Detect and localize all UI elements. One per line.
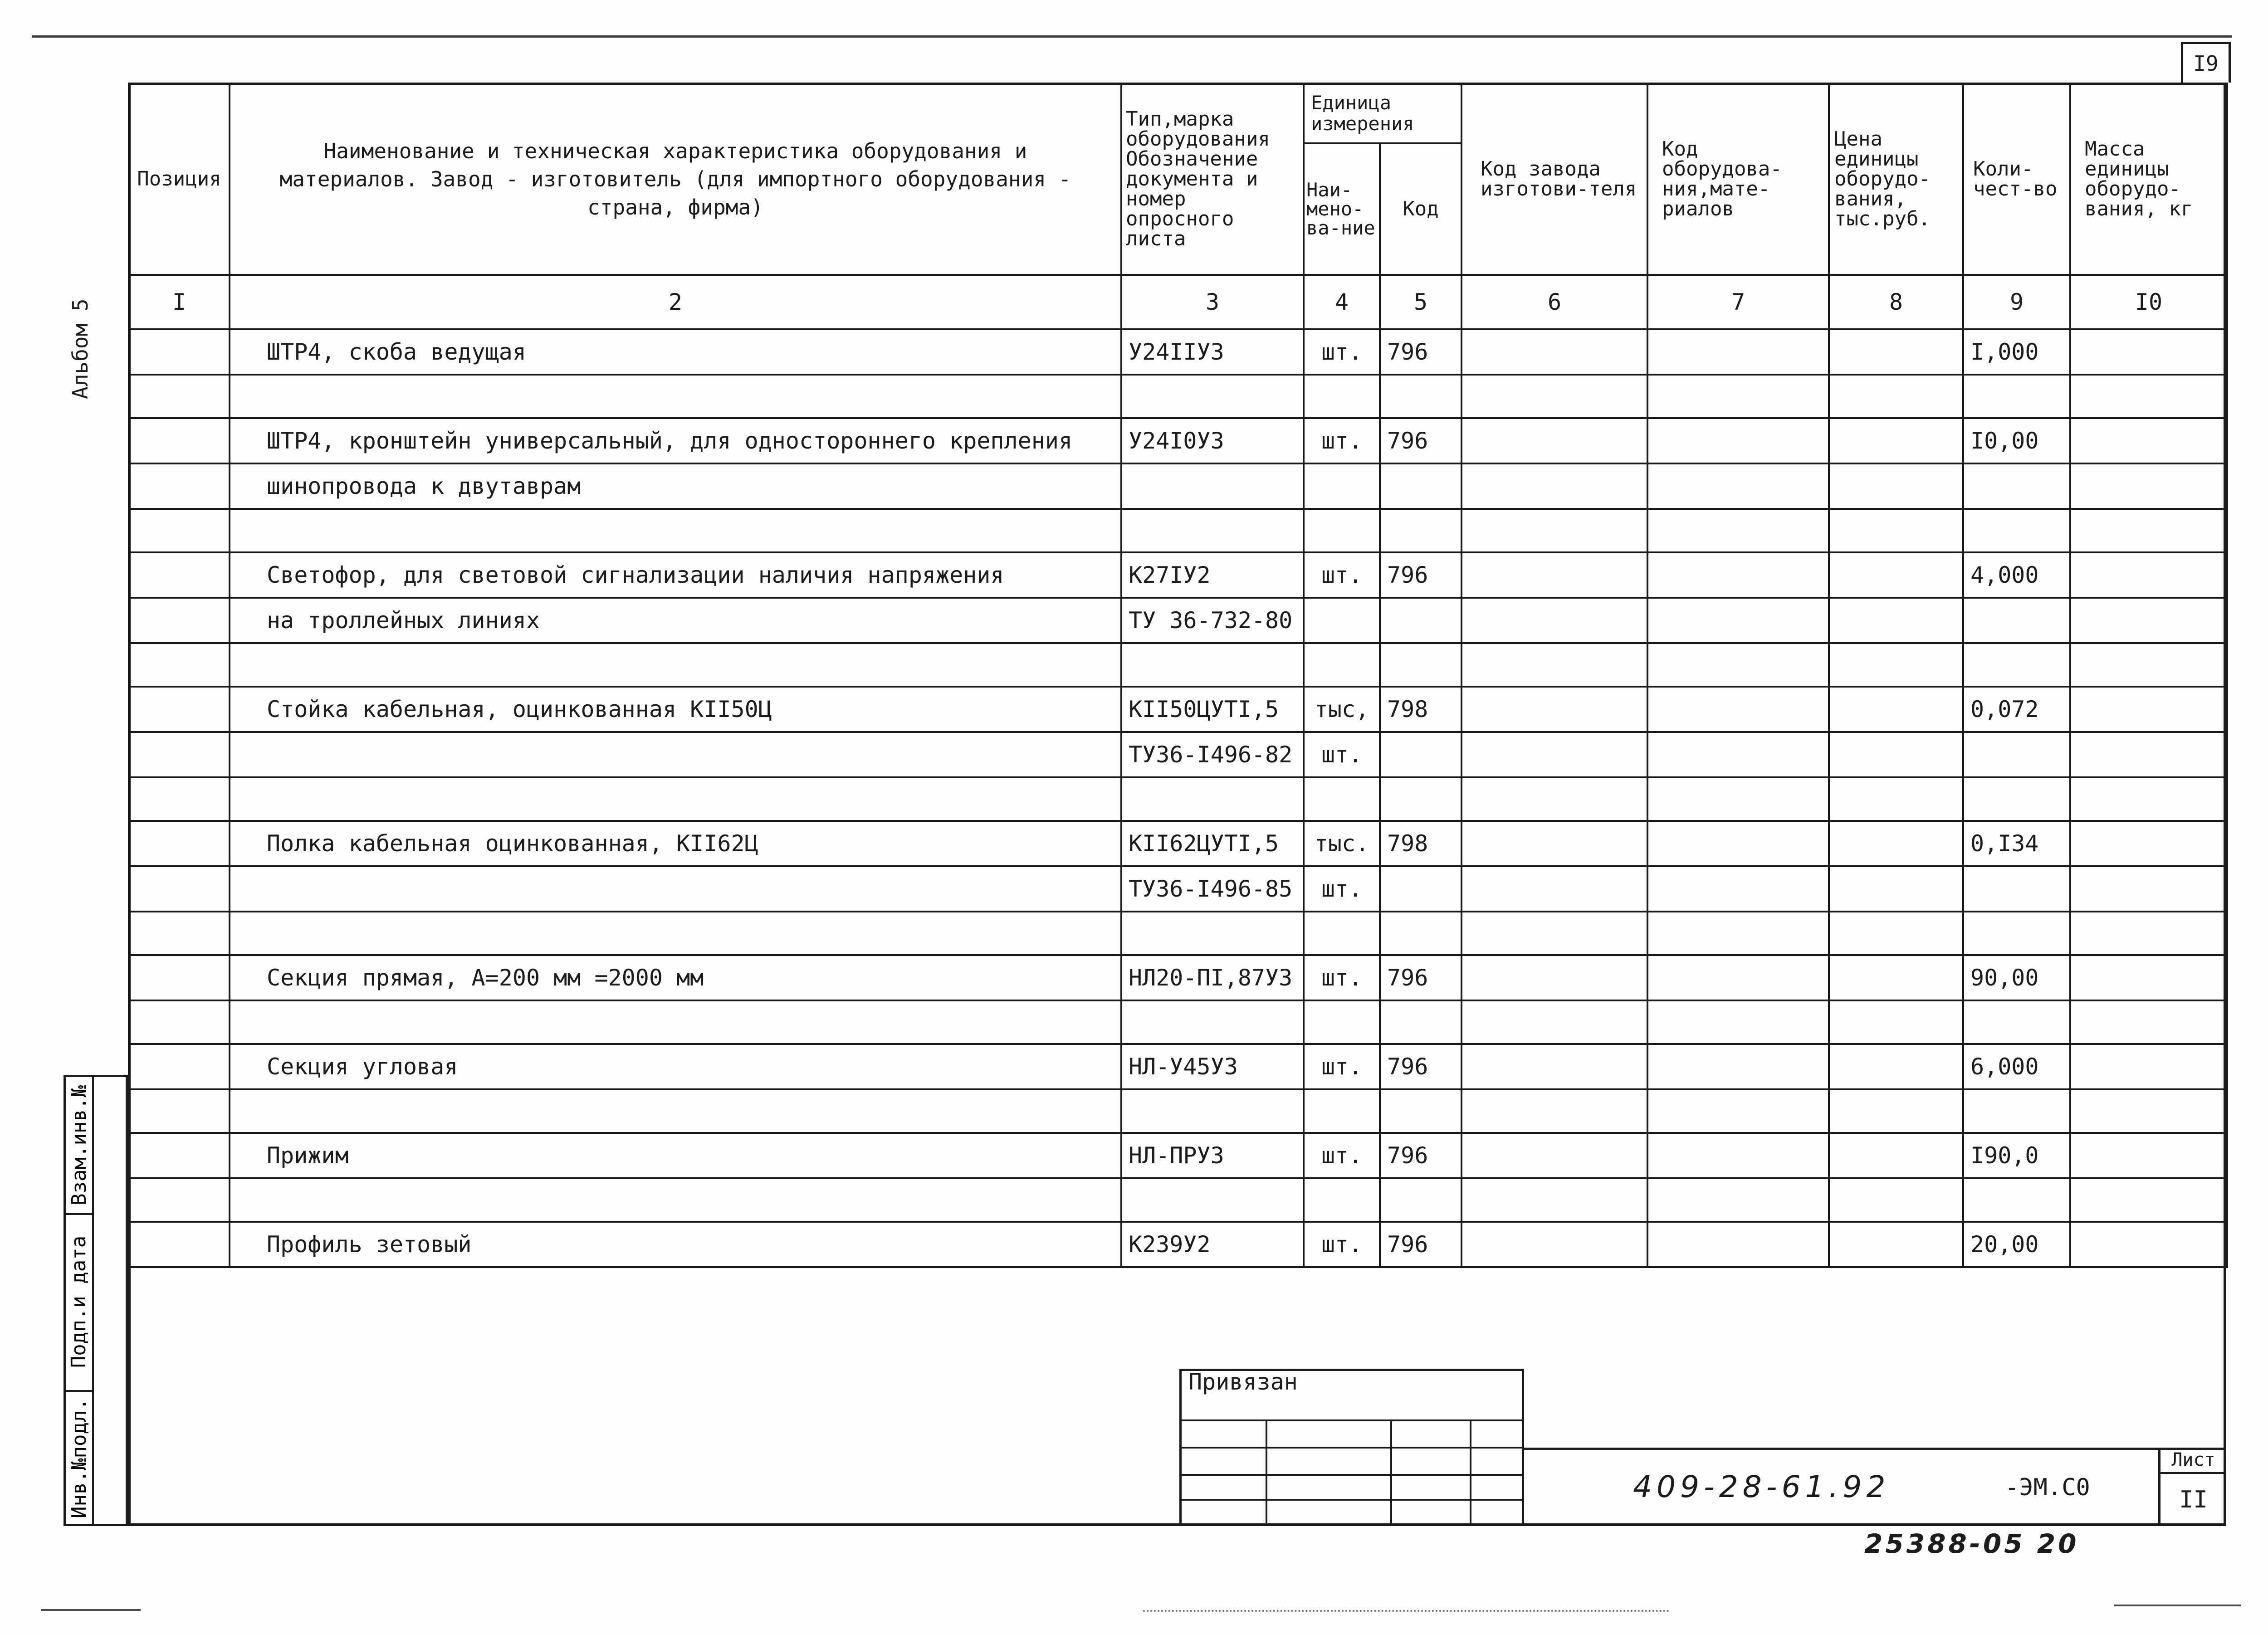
cell-unit: шт. — [1304, 1133, 1380, 1178]
column-number: 4 — [1304, 275, 1380, 329]
header-price: Цена единицы оборудо-вания, тыс.руб. — [1829, 83, 1963, 275]
column-number: 6 — [1461, 275, 1647, 329]
stamp-line — [1179, 1474, 1524, 1476]
cell-name: шинопровода к двутаврам — [230, 463, 1121, 509]
cell-type: ТУ 36-732-80 — [1121, 598, 1304, 643]
cell-unit: шт. — [1304, 418, 1380, 463]
cell-code: 798 — [1380, 687, 1461, 732]
column-number: 8 — [1829, 275, 1963, 329]
stamp-title: Привязан — [1188, 1369, 1298, 1395]
header-name: Наименование и техническая характеристика оборудования и материалов. Завод - изготовитель (для импортного оборудования - страна, фирма) — [230, 83, 1121, 275]
cell-code: 796 — [1380, 1044, 1461, 1089]
stamp-line — [1266, 1419, 1267, 1526]
column-number: 5 — [1380, 275, 1461, 329]
header-position: Позиция — [129, 83, 230, 275]
sheet-number: II — [2179, 1486, 2208, 1513]
bottom-edge-line — [2114, 1605, 2241, 1606]
cell-name: Секция прямая, А=200 мм =2000 мм — [230, 955, 1121, 1000]
cell-qty: I0,00 — [1963, 418, 2070, 463]
cell-unit: тыс. — [1304, 821, 1380, 866]
cell-qty: 90,00 — [1963, 955, 2070, 1000]
cell-type: К27IУ2 — [1121, 552, 1304, 598]
cell-unit: шт. — [1304, 329, 1380, 375]
cell-qty: 20,00 — [1963, 1222, 2070, 1267]
cell-code: 796 — [1380, 1133, 1461, 1178]
cell-code: 796 — [1380, 329, 1461, 375]
sheet-label: Лист — [2160, 1448, 2226, 1474]
stamp-grid — [1179, 1419, 1524, 1526]
cell-unit: шт. — [1304, 552, 1380, 598]
cell-type: НЛ20-ПI,87У3 — [1121, 955, 1304, 1000]
sidebar-label: Инв.№подл. — [67, 1398, 91, 1518]
cell-type: НЛ-ПРУ3 — [1121, 1133, 1304, 1178]
header-unit-name: Наи-мено-ва-ние — [1304, 143, 1380, 275]
cell-name: Светофор, для световой сигнализации наличия напряжения — [230, 552, 1121, 598]
cell-type: У24IIУ3 — [1121, 329, 1304, 375]
archive-code: 25388-05 20 — [1864, 1528, 2079, 1559]
header-equipment-code: Код оборудова-ния,мате-риалов — [1647, 83, 1829, 275]
stamp-line — [1179, 1419, 1524, 1421]
cell-code: 796 — [1380, 418, 1461, 463]
sidebar-replacement-inv — [66, 1077, 92, 1215]
cell-name: на троллейных линиях — [230, 598, 1121, 643]
cell-qty: I,000 — [1963, 329, 2070, 375]
header-mass: Масса единицы оборудо-вания, кг — [2070, 83, 2227, 275]
stamp-line — [1390, 1419, 1392, 1526]
cell-unit: шт. — [1304, 955, 1380, 1000]
sidebar-original-inv — [66, 1390, 92, 1526]
cell-code: 796 — [1380, 552, 1461, 598]
cell-qty: 4,000 — [1963, 552, 2070, 598]
cell-unit: шт. — [1304, 1044, 1380, 1089]
cell-type: НЛ-У45У3 — [1121, 1044, 1304, 1089]
header-factory-code: Код завода изготови-теля — [1461, 83, 1647, 275]
title-block-line — [1524, 1448, 2226, 1450]
cell-name: Секция угловая — [230, 1044, 1121, 1089]
outer-frame — [128, 83, 2226, 1526]
document-number: 409-28-61.92 — [1633, 1469, 1890, 1504]
cell-type: К239У2 — [1121, 1222, 1304, 1267]
stamp-line — [1179, 1499, 1524, 1501]
cell-qty: 6,000 — [1963, 1044, 2070, 1089]
cell-name: Прижим — [230, 1133, 1121, 1178]
cell-type: КII62ЦУТI,5 — [1121, 821, 1304, 866]
cell-unit: тыс, — [1304, 687, 1380, 732]
column-number: 3 — [1121, 275, 1304, 329]
cell-name: Стойка кабельная, оцинкованная КII50Ц — [230, 687, 1121, 732]
cell-unit: шт. — [1304, 1222, 1380, 1267]
cell-qty: I90,0 — [1963, 1133, 2070, 1178]
header-type: Тип,марка оборудования Обозначение документа и номер опросного листа — [1121, 83, 1304, 275]
cell-qty: 0,I34 — [1963, 821, 2070, 866]
approval-sidebar — [64, 1075, 128, 1526]
cell-type: У24I0У3 — [1121, 418, 1304, 463]
document-suffix: -ЭМ.С0 — [2005, 1474, 2090, 1501]
sidebar-label: Взам.инв.№ — [67, 1085, 91, 1205]
cell-name: ШТР4, скоба ведущая — [230, 329, 1121, 375]
column-number: 7 — [1647, 275, 1829, 329]
sidebar-signature-date — [66, 1213, 92, 1392]
cell-name: Полка кабельная оцинкованная, КII62Ц — [230, 821, 1121, 866]
column-number: I — [129, 275, 230, 329]
stamp-line — [1470, 1419, 1471, 1526]
cell-type: ТУ36-I496-82 — [1121, 732, 1304, 777]
header-unit-group: Единица измерения — [1304, 83, 1461, 143]
sheet-number-box — [2158, 1448, 2226, 1526]
column-number: 9 — [1963, 275, 2070, 329]
cell-type: ТУ36-I496-85 — [1121, 866, 1304, 912]
header-unit-code: Код — [1380, 143, 1461, 275]
cell-code: 796 — [1380, 955, 1461, 1000]
page-number: I9 — [2181, 42, 2231, 83]
column-number: 2 — [230, 275, 1121, 329]
cell-code: 796 — [1380, 1222, 1461, 1267]
cell-code: 798 — [1380, 821, 1461, 866]
cell-qty: 0,072 — [1963, 687, 2070, 732]
header-quantity: Коли-чест-во — [1963, 83, 2070, 275]
cell-unit: шт. — [1304, 732, 1380, 777]
album-label: Альбом 5 — [68, 298, 93, 399]
cell-name: ШТР4, кронштейн универсальный, для одностороннего крепления — [230, 418, 1121, 463]
top-border-line — [32, 35, 2232, 38]
stamp-line — [1179, 1447, 1524, 1449]
column-number: I0 — [2070, 275, 2227, 329]
sidebar-label: Подп.и дата — [67, 1235, 91, 1368]
cell-unit: шт. — [1304, 866, 1380, 912]
cell-type: КII50ЦУТI,5 — [1121, 687, 1304, 732]
bottom-edge-line — [41, 1609, 141, 1611]
bottom-edge-dots — [1143, 1610, 1669, 1613]
cell-name: Профиль зетовый — [230, 1222, 1121, 1267]
